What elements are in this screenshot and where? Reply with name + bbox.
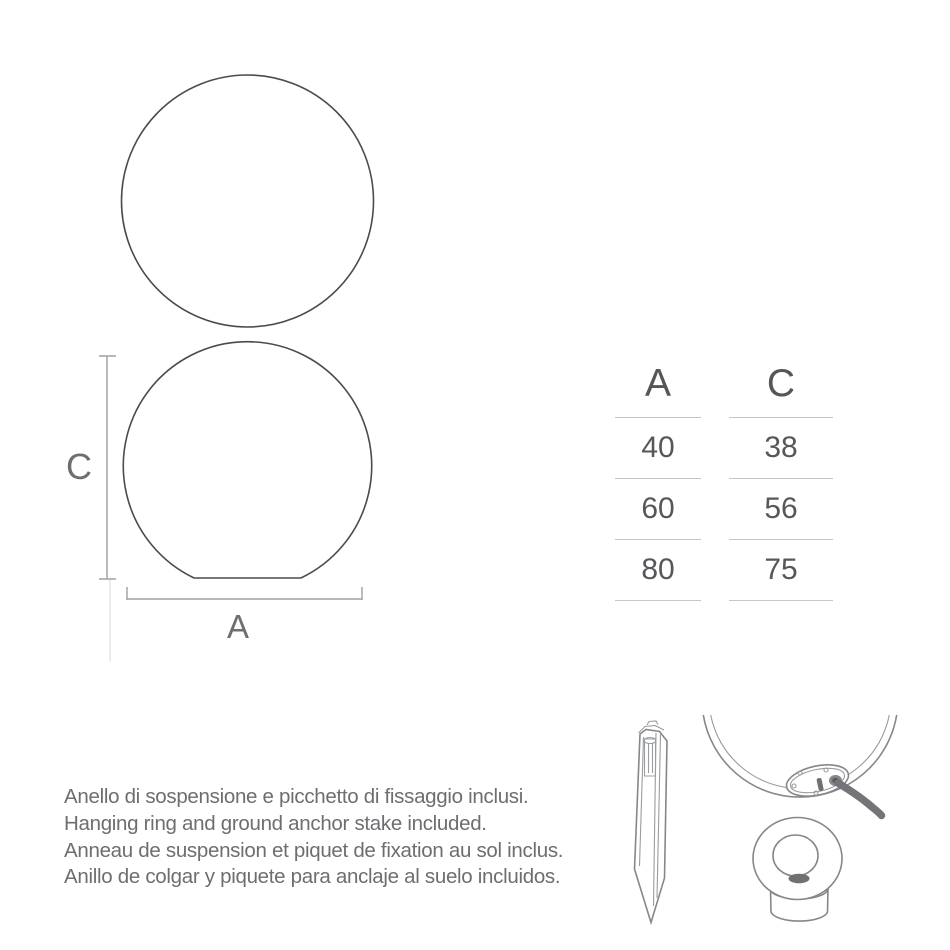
table-row: [615, 479, 833, 540]
hanging-ring-icon: [753, 818, 842, 922]
size-a-value: 40: [615, 418, 701, 479]
sphere-full-front-view: [122, 75, 374, 327]
sphere-flat-base-front-view: [123, 342, 371, 578]
note-line-it: Anello di sospensione e picchetto di fissaggio inclusi.: [64, 785, 529, 808]
table-row: [615, 540, 833, 601]
sphere-flat-base-outline: [123, 342, 371, 578]
size-c-value: 38: [729, 418, 833, 479]
note-line-es: Anillo de colgar y piquete para anclaje al suelo incluidos.: [64, 865, 561, 889]
width-dimension-line: [127, 587, 362, 600]
size-table-header-a: A: [615, 356, 701, 418]
size-a-value: 60: [615, 479, 701, 540]
power-cable: [838, 783, 882, 816]
ground-stake-icon: [635, 721, 668, 923]
size-table: [587, 356, 861, 601]
note-line-en: Hanging ring and ground anchor stake included.: [64, 811, 487, 835]
table-row: [615, 418, 833, 479]
size-table-header-c: C: [729, 356, 833, 418]
size-c-value: 56: [729, 479, 833, 540]
size-a-value: 80: [615, 540, 701, 601]
height-dimension-label: C: [66, 446, 92, 487]
sphere-outline: [122, 75, 374, 327]
height-dimension-line: [99, 356, 116, 661]
note-line-fr: Anneau de suspension et piquet de fixation au sol inclus.: [64, 838, 564, 862]
width-dimension-label: A: [227, 608, 250, 645]
sphere-base-cable-detail-icon: [703, 715, 896, 816]
included-accessories-notes: [64, 784, 563, 891]
ring-hole: [789, 874, 810, 884]
size-table-header-row: [615, 356, 833, 418]
size-c-value: 75: [729, 540, 833, 601]
